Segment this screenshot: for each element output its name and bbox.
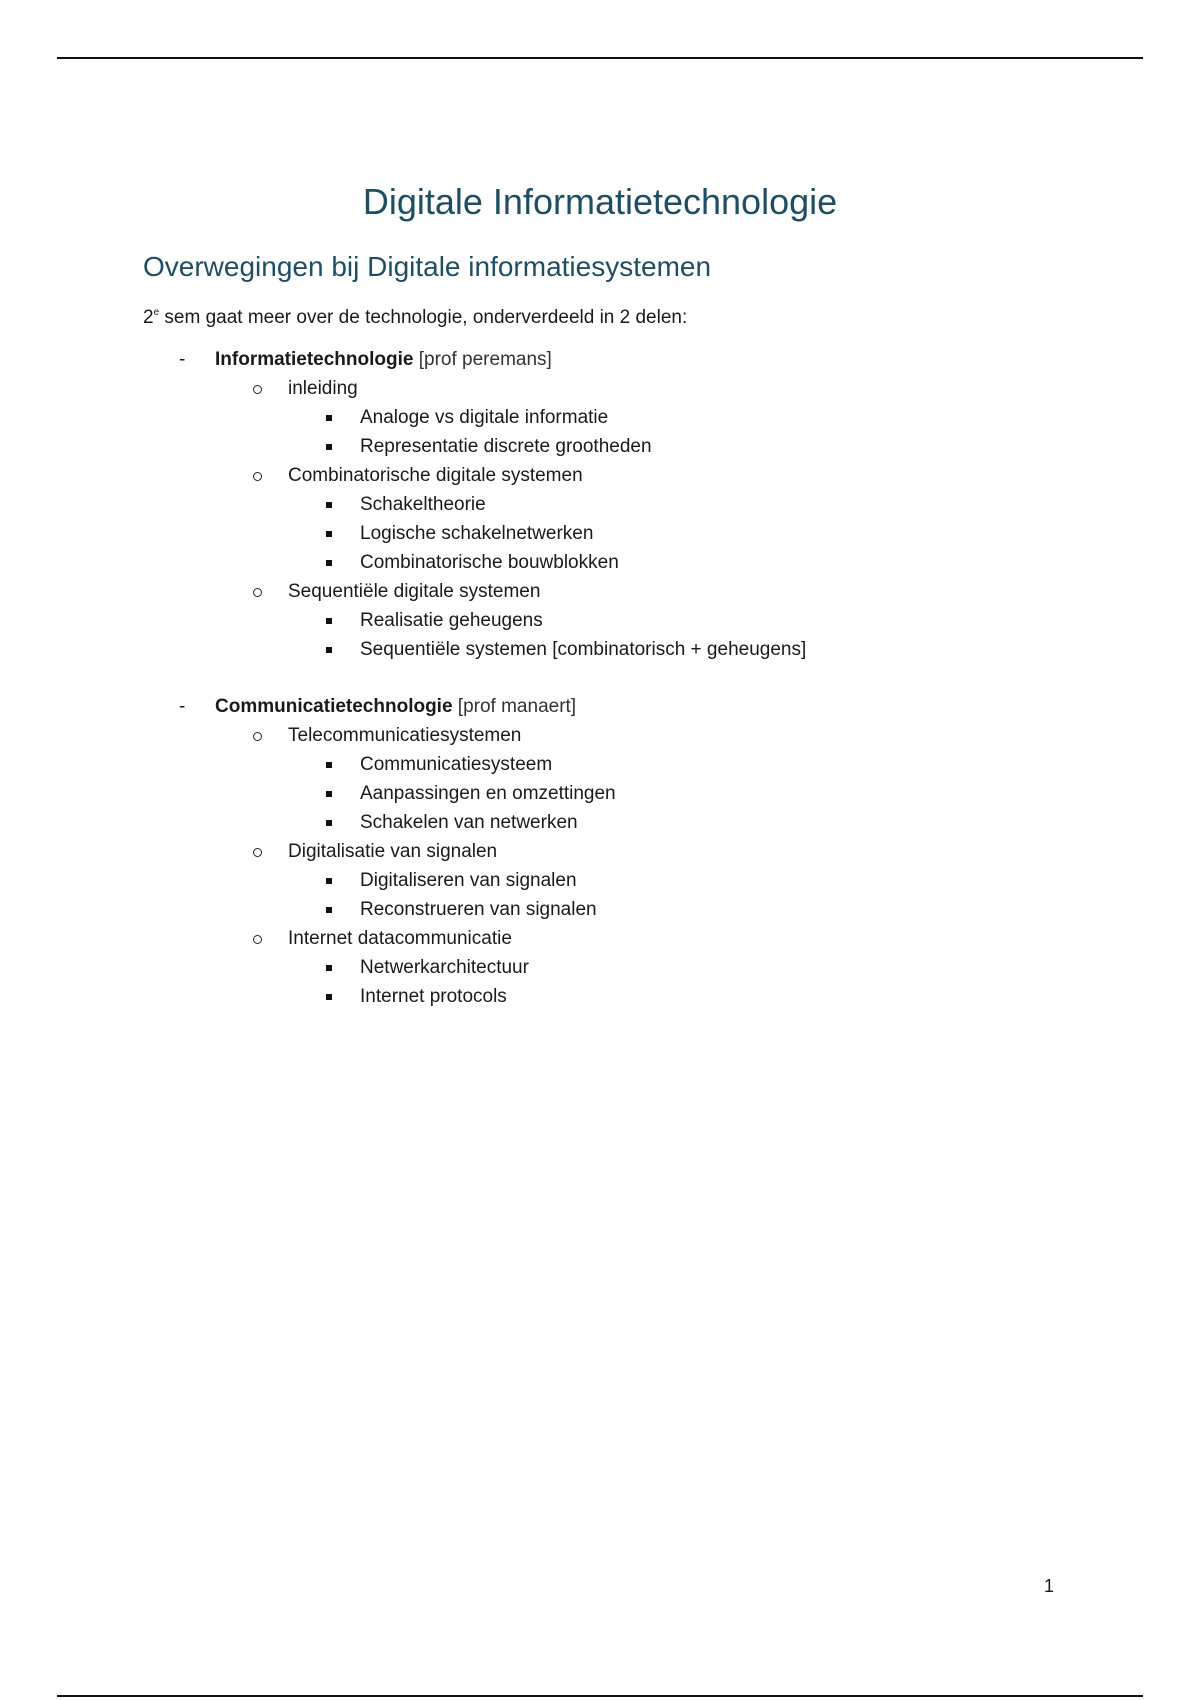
outline-item-level3 [0,866,1200,895]
outline-item-level1 [0,692,1200,721]
outline-item-level3 [0,548,1200,577]
outline-item-label: Analoge vs digitale informatie [360,407,609,428]
outline-item-label: Internet protocols [360,986,507,1007]
outline-part [0,345,1200,664]
dash-bullet: - [179,349,186,370]
square-bullet-icon [326,965,332,971]
square-bullet-icon [326,618,332,624]
outline-item-level2 [0,577,1200,606]
page-number: 1 [1044,1576,1055,1596]
intro-paragraph [143,300,687,331]
outline-item-level3 [0,635,1200,664]
outline-item-label: Digitalisatie van signalen [288,841,498,862]
part-label: Informatietechnologie [215,349,414,370]
circle-bullet-icon [253,935,262,944]
outline-item-label: Sequentiële systemen [combinatorisch + geheugens] [360,639,807,660]
square-bullet-icon [326,560,332,566]
outline-part [0,692,1200,1011]
outline-item-label: Representatie discrete grootheden [360,436,652,457]
circle-bullet-icon [253,472,262,481]
outline-item-label: Combinatorische bouwblokken [360,552,619,573]
outline-item-level3 [0,953,1200,982]
outline-item-level2 [0,721,1200,750]
outline-item-label: Digitaliseren van signalen [360,870,577,891]
outline-item-label: Telecommunicatiesystemen [288,725,522,746]
outline-item-level3 [0,403,1200,432]
outline-item-level3 [0,606,1200,635]
square-bullet-icon [326,444,332,450]
outline-item-level2 [0,374,1200,403]
outline-item-label: Netwerkarchitectuur [360,957,529,978]
part-note: [prof manaert] [452,696,577,717]
outline-item-level3 [0,895,1200,924]
square-bullet-icon [326,415,332,421]
intro-number: 2 [143,307,154,328]
outline-item-label: Aanpassingen en omzettingen [360,783,616,804]
intro-superscript: e [153,307,160,318]
header-rule [57,57,1143,59]
dash-bullet: - [179,696,186,717]
outline-item-label: Realisatie geheugens [360,610,543,631]
outline-item-level3 [0,750,1200,779]
outline-item-label: inleiding [288,378,358,399]
circle-bullet-icon [253,732,262,741]
outline-item-label: Schakeltheorie [360,494,486,515]
section-heading: Overwegingen bij Digitale informatiesystemen [143,251,712,282]
outline-item-label: Logische schakelnetwerken [360,523,594,544]
circle-bullet-icon [253,848,262,857]
part-note: [prof peremans] [413,349,552,370]
outline-item-level3 [0,432,1200,461]
outline-item-level3 [0,490,1200,519]
outline-item-label: Reconstrueren van signalen [360,899,597,920]
intro-text: sem gaat meer over de technologie, onderverdeeld in 2 delen: [159,307,688,328]
outline-item-label: Schakelen van netwerken [360,812,578,833]
square-bullet-icon [326,647,332,653]
outline-item-level3 [0,519,1200,548]
outline-item-level3 [0,982,1200,1011]
outline-item-label: Sequentiële digitale systemen [288,581,541,602]
outline-item-level2 [0,837,1200,866]
circle-bullet-icon [253,385,262,394]
circle-bullet-icon [253,588,262,597]
square-bullet-icon [326,791,332,797]
square-bullet-icon [326,907,332,913]
square-bullet-icon [326,502,332,508]
outline-item-level2 [0,461,1200,490]
square-bullet-icon [326,878,332,884]
square-bullet-icon [326,820,332,826]
outline-item-label: Internet datacommunicatie [288,928,512,949]
outline-item-level3 [0,808,1200,837]
square-bullet-icon [326,531,332,537]
outline-item-level2 [0,924,1200,953]
square-bullet-icon [326,762,332,768]
outline-item-label: Combinatorische digitale systemen [288,465,583,486]
outline-item-label: Communicatiesysteem [360,754,553,775]
outline-item-level1 [0,345,1200,374]
topic-outline [0,345,1200,1039]
footer-rule [57,1695,1143,1697]
square-bullet-icon [326,994,332,1000]
part-label: Communicatietechnologie [215,696,453,717]
outline-item-level3 [0,779,1200,808]
document-title: Digitale Informatietechnologie [362,181,838,222]
